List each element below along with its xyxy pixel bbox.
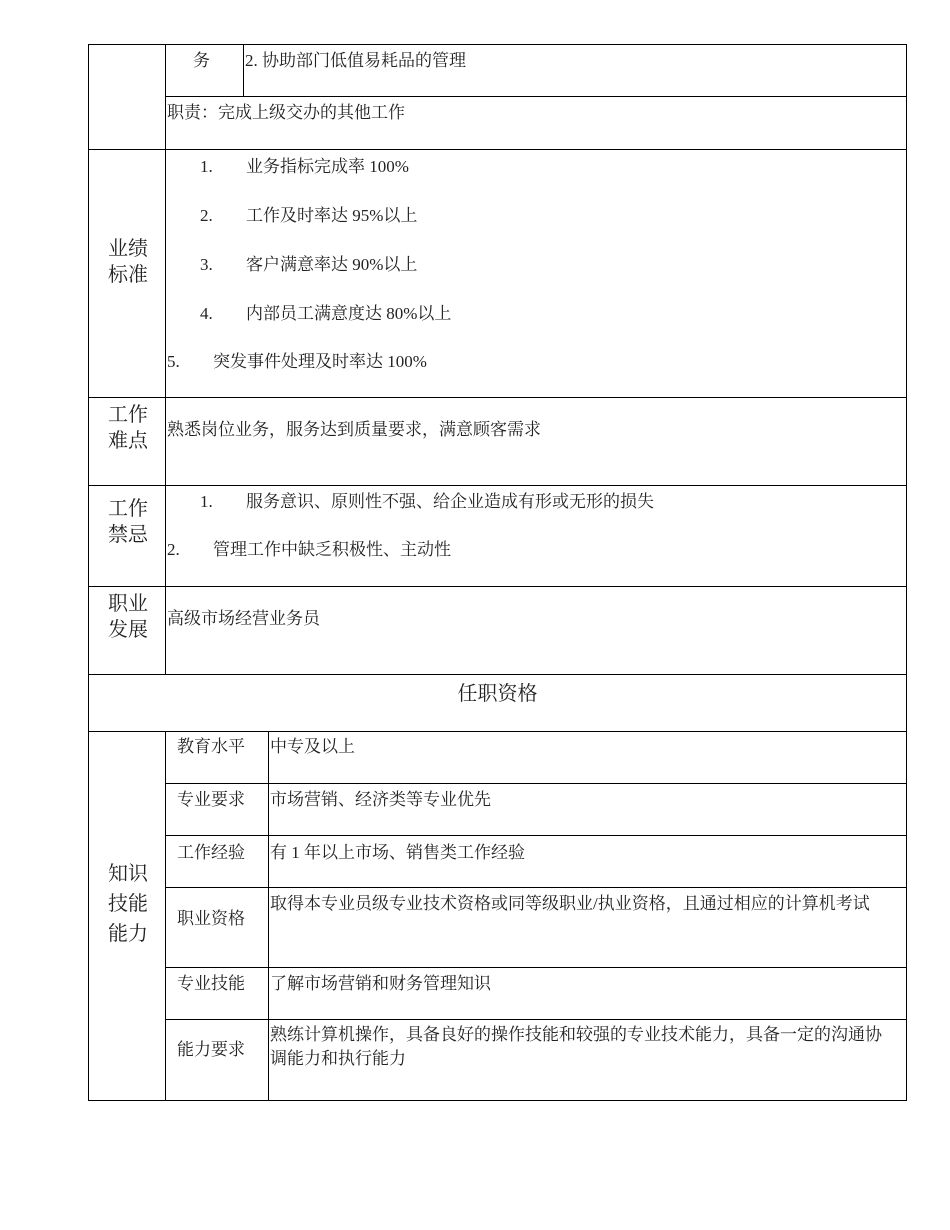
knowledge-key-cell [165,967,270,1021]
taboo-item-1: 服务意识、原则性不强、给企业造成有形或无形的损失 [246,492,654,511]
knowledge-value-cell [268,967,907,1021]
difficulty-label-cell [88,397,167,487]
taboo-label-cell [88,485,167,588]
performance-item-1-num: 1. [200,157,213,176]
knowledge-key-cell [165,731,270,785]
knowledge-value-cell [268,783,907,837]
difficulty-label: 工作难点 [108,404,148,452]
knowledge-key-skills: 专业技能 [177,974,245,993]
duty-item-cell [243,44,907,98]
knowledge-value-cell [268,731,907,785]
career-label-cell [88,586,167,676]
performance-item-2: 工作及时率达 95%以上 [246,206,418,225]
duty-item-label-cell [165,44,245,98]
performance-item-5: 突发事件处理及时率达 100% [213,352,427,371]
performance-item-2-num: 2. [200,206,213,225]
performance-item-1: 业务指标完成率 100% [246,157,409,176]
career-text: 高级市场经营业务员 [167,609,320,628]
performance-label-cell [88,149,167,399]
duty-label-fragment: 务 [193,51,210,70]
qualification-title: 任职资格 [457,683,538,705]
knowledge-label-cell [88,731,167,1101]
knowledge-label: 知识技能能力 [108,863,148,945]
difficulty-text: 熟悉岗位业务，服务达到质量要求，满意顾客需求 [167,420,541,439]
knowledge-key-experience: 工作经验 [177,843,245,862]
taboo-content-cell [165,485,907,588]
performance-content-cell [165,149,907,399]
knowledge-key-cell [165,835,270,889]
difficulty-content-cell [165,397,907,487]
taboo-item-2: 管理工作中缺乏积极性、主动性 [213,540,451,559]
knowledge-key-ability: 能力要求 [177,1040,245,1059]
qualification-header-cell [88,674,907,733]
knowledge-key-education: 教育水平 [177,737,245,756]
knowledge-value-education: 中专及以上 [270,737,355,756]
career-content-cell [165,586,907,676]
knowledge-key-cell [165,783,270,837]
performance-item-3: 客户满意率达 90%以上 [246,255,418,274]
knowledge-key-major: 专业要求 [177,790,245,809]
knowledge-key-cell [165,1019,270,1101]
duty-other-text: 职责：完成上级交办的其他工作 [167,103,405,122]
knowledge-key-cell [165,887,270,969]
performance-item-4-num: 4. [200,304,213,323]
performance-label: 业绩标准 [108,238,148,286]
performance-item-3-num: 3. [200,255,213,274]
knowledge-key-certification: 职业资格 [177,909,245,928]
taboo-label: 工作禁忌 [108,498,148,546]
career-label: 职业发展 [108,593,148,641]
duty-item-2: 2. 协助部门低值易耗品的管理 [245,51,466,70]
knowledge-value-certification: 取得本专业员级专业技术资格或同等级职业/执业资格，且通过相应的计算机考试 [270,894,870,913]
knowledge-value-experience: 有 1 年以上市场、销售类工作经验 [270,843,525,862]
duty-other-cell [165,96,907,151]
performance-item-5-num: 5. [167,352,180,371]
taboo-item-1-num: 1. [200,492,213,511]
performance-item-4: 内部员工满意度达 80%以上 [246,304,452,323]
knowledge-value-ability: 熟练计算机操作，具备良好的操作技能和较强的专业技术能力，具备一定的沟通协调能力和执行能力 [270,1025,882,1068]
top-label-cell [88,44,167,151]
taboo-item-2-num: 2. [167,540,180,559]
knowledge-value-skills: 了解市场营销和财务管理知识 [270,974,491,993]
knowledge-value-cell [268,835,907,889]
knowledge-value-cell [268,1019,907,1101]
knowledge-value-major: 市场营销、经济类等专业优先 [270,790,491,809]
knowledge-value-cell [268,887,907,969]
